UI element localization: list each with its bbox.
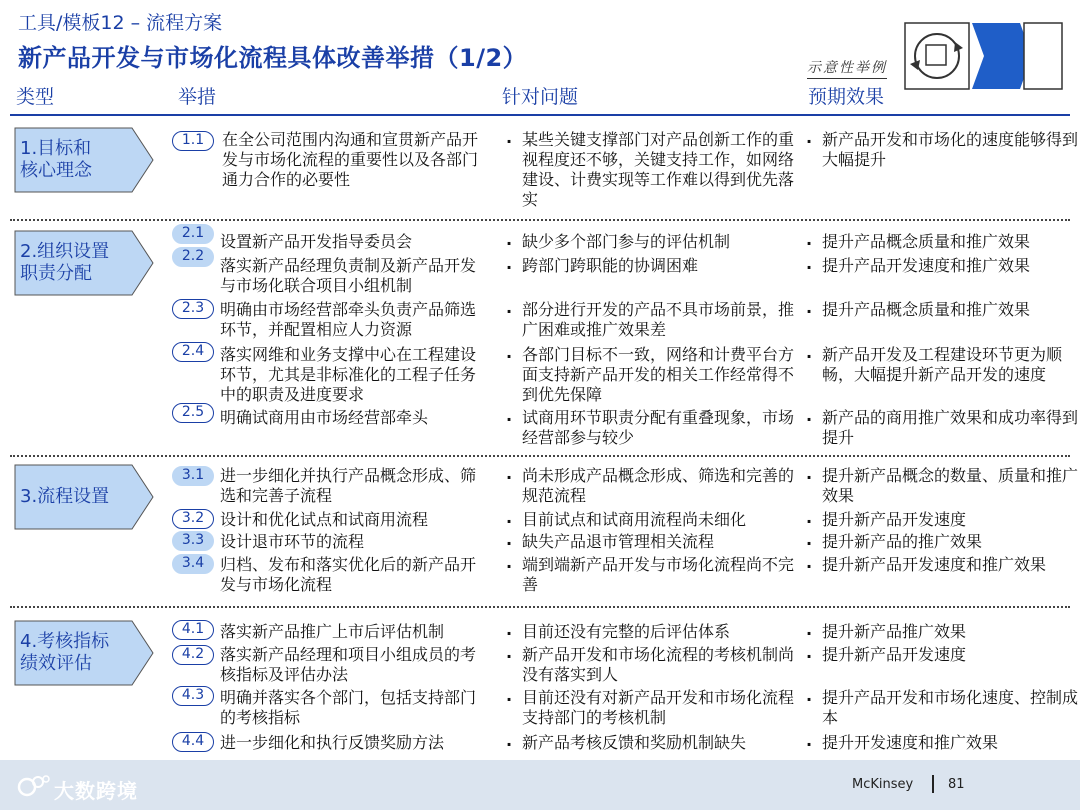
measure-number-badge: 2.2 — [172, 247, 214, 267]
effect-text: . 提升新产品概念的数量、质量和推广效果 — [802, 466, 1080, 506]
measure-text: 在全公司范围内沟通和宣贯新产品开发与市场化流程的重要性以及各部门通力合作的必要性 — [222, 130, 479, 189]
column-measure: 举措 — [178, 86, 217, 108]
problem-text: . 跨部门跨职能的协调困难 — [502, 256, 804, 276]
measure-number-badge: 2.5 — [172, 403, 214, 423]
measure-text: 明确由市场经营部牵头负责产品筛选环节，并配置相应人力资源 — [220, 300, 477, 339]
brand-logo-icon — [16, 770, 52, 802]
problem-text: . 目前试点和试商用流程尚未细化 — [502, 510, 804, 530]
footer-divider — [932, 775, 934, 793]
type-label: 2.组织设置 职责分配 — [20, 240, 110, 284]
effect-text: . 提升新产品推广效果 — [802, 622, 1080, 642]
measure-text: 落实新产品经理负责制及新产品开发与市场化联合项目小组机制 — [220, 256, 477, 295]
effect-text: . 提升新产品的推广效果 — [802, 532, 1080, 552]
measure-text: 明确并落实各个部门，包括支持部门的考核指标 — [220, 688, 477, 727]
problem-text: . 新产品开发和市场化流程的考核机制尚没有落实到人 — [502, 645, 804, 685]
effect-text: . 新产品的商用推广效果和成功率得到提升 — [802, 408, 1080, 448]
measure-number-badge: 2.3 — [172, 299, 214, 319]
problem-text: . 目前还没有完整的后评估体系 — [502, 622, 804, 642]
brand-watermark: 大数跨境 — [54, 779, 138, 803]
column-effect: 预期效果 — [808, 86, 885, 108]
problem-text: . 试商用环节职责分配有重叠现象，市场经营部参与较少 — [502, 408, 804, 448]
problem-text: . 缺少多个部门参与的评估机制 — [502, 232, 804, 252]
problem-text: . 端到端新产品开发与市场化流程尚不完善 — [502, 555, 804, 595]
type-box-2 — [14, 230, 154, 296]
measure-number-badge: 2.4 — [172, 342, 214, 362]
measure-text: 进一步细化和执行反馈奖励方法 — [220, 733, 445, 752]
measure-number-badge: 4.3 — [172, 686, 214, 706]
measure-number-badge: 4.4 — [172, 732, 214, 752]
measure-number-badge: 4.1 — [172, 620, 214, 640]
example-label: 示意性举例 — [807, 57, 887, 79]
measure-text: 设置新产品开发指导委员会 — [220, 232, 413, 251]
measure-number-badge: 1.1 — [172, 131, 214, 151]
page-title: 新产品开发与市场化流程具体改善举措（1/2） — [18, 44, 528, 72]
measure-number-badge: 3.3 — [172, 531, 214, 551]
page-number: 81 — [948, 777, 965, 792]
measure-text: 落实新产品经理和项目小组成员的考核指标及评估办法 — [220, 645, 477, 684]
column-type: 类型 — [16, 86, 55, 108]
effect-text: . 新产品开发及工程建设环节更为顺畅，大幅提升新产品开发的速度 — [802, 345, 1080, 385]
measure-text: 归档、发布和落实优化后的新产品开发与市场化流程 — [220, 555, 477, 594]
measure-number-badge: 3.1 — [172, 466, 214, 486]
effect-text: . 提升产品概念质量和推广效果 — [802, 232, 1080, 252]
measure-text: 设计和优化试点和试商用流程 — [220, 510, 429, 529]
type-box-4 — [14, 620, 154, 686]
effect-text: . 提升产品开发速度和推广效果 — [802, 256, 1080, 276]
effect-text: . 提升新产品开发速度 — [802, 510, 1080, 530]
measure-number-badge: 3.2 — [172, 509, 214, 529]
measure-number-badge: 2.1 — [172, 224, 214, 244]
type-box-1 — [14, 127, 154, 193]
problem-text: . 各部门目标不一致，网络和计费平台方面支持新产品开发的相关工作经常得不到优先保障 — [502, 345, 804, 405]
page-subtitle: 工具/模板12 – 流程方案 — [18, 12, 223, 34]
measure-text: 落实网维和业务支撑中心在工程建设环节，尤其是非标准化的工程子任务中的职责及进度要求 — [220, 345, 477, 404]
effect-text: . 提升新产品开发速度 — [802, 645, 1080, 665]
effect-text: . 提升新产品开发速度和推广效果 — [802, 555, 1080, 575]
problem-text: . 某些关键支撑部门对产品创新工作的重视程度还不够，关键支持工作，如网络建设、计费实现等工作难以得到优先落实 — [502, 130, 804, 210]
problem-text: . 新产品考核反馈和奖励机制缺失 — [502, 733, 804, 753]
measure-number-badge: 4.2 — [172, 645, 214, 665]
measure-text: 进一步细化并执行产品概念形成、筛选和完善子流程 — [220, 466, 477, 505]
problem-text: . 缺失产品退市管理相关流程 — [502, 532, 804, 552]
type-box-3 — [14, 464, 154, 530]
measure-text: 设计退市环节的流程 — [220, 532, 365, 551]
effect-text: . 提升产品概念质量和推广效果 — [802, 300, 1080, 320]
problem-text: . 目前还没有对新产品开发和市场化流程支持部门的考核机制 — [502, 688, 804, 728]
type-label: 4.考核指标 绩效评估 — [20, 630, 110, 674]
column-problem: 针对问题 — [502, 86, 579, 108]
section-divider — [10, 606, 1070, 608]
problem-text: . 部分进行开发的产品不具市场前景，推广困难或推广效果差 — [502, 300, 804, 340]
effect-text: . 新产品开发和市场化的速度能够得到大幅提升 — [802, 130, 1080, 170]
company-name: McKinsey — [852, 777, 914, 792]
measure-text: 落实新产品推广上市后评估机制 — [220, 622, 445, 641]
effect-text: . 提升开发速度和推广效果 — [802, 733, 1080, 753]
section-divider — [10, 455, 1070, 457]
measure-text: 明确试商用由市场经营部牵头 — [220, 408, 429, 427]
type-label: 3.流程设置 — [20, 485, 110, 507]
effect-text: . 提升产品开发和市场化速度、控制成本 — [802, 688, 1080, 728]
footer-bar — [0, 760, 1080, 810]
process-flow-icon — [900, 20, 1068, 92]
measure-number-badge: 3.4 — [172, 554, 214, 574]
type-label: 1.目标和 核心理念 — [20, 137, 92, 181]
problem-text: . 尚未形成产品概念形成、筛选和完善的规范流程 — [502, 466, 804, 506]
header-divider — [10, 114, 1070, 116]
section-divider — [10, 219, 1070, 221]
